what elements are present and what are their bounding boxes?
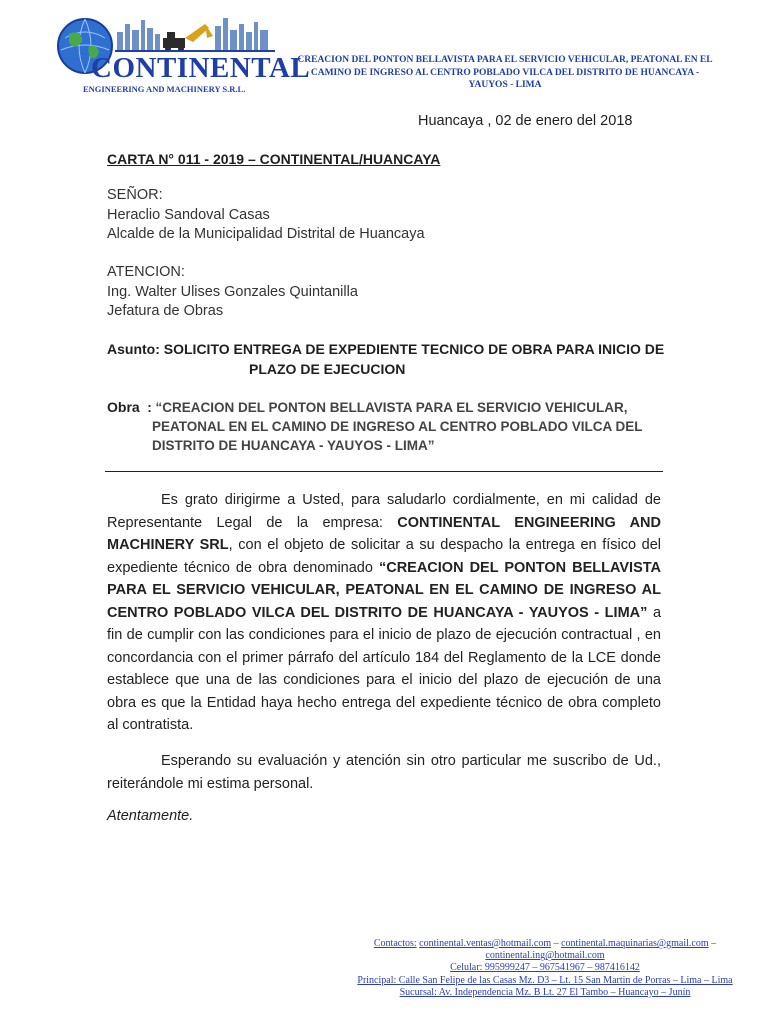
footer-main-office: Principal: Calle San Felipe de las Casas Mz. D3 – Lt. 15 San Martin de Porras – Lima – Lima [357, 974, 733, 986]
attention-block [107, 263, 358, 322]
recipient-name: Heraclio Sandoval Casas [107, 206, 270, 223]
recipient-position: Alcalde de la Municipalidad Distrital de Huancaya [107, 226, 425, 242]
footer-dash: – [708, 938, 717, 949]
email-maquinarias-link[interactable]: continental.maquinarias@gmail.com [561, 938, 709, 949]
email-ventas-link[interactable]: continental.ventas@hotmail.com [419, 938, 552, 949]
letter-date: Huancaya , 02 de enero del 2018 [418, 113, 633, 129]
company-logo [55, 16, 311, 94]
header-project-title: CREACION DEL PONTON BELLAVISTA PARA EL SERVICIO VEHICULAR, PEATONAL EN EL CAMINO DE INGRESO AL CENTRO POBLADO VILCA DEL DISTRITO DE HUANCAYA - YAUYOS - LIMA [297, 55, 713, 90]
recipient-salutation: SEÑOR: [107, 187, 163, 203]
attention-label: ATENCION: [107, 264, 185, 280]
subject-line-2: PLAZO DE EJECUCION [249, 360, 406, 377]
logo-wordmark: CONTINENTAL [91, 52, 311, 84]
subject-block [107, 340, 667, 379]
footer-dash: – [551, 938, 562, 949]
attention-position: Jefatura de Obras [107, 303, 224, 319]
body1-company: CONTINENTAL ENGINEERING AND MACHINERY SRL [107, 514, 661, 553]
attention-name: Ing. Walter Ulises Gonzales Quintanilla [107, 283, 358, 300]
logo-subtitle: ENGINEERING AND MACHINERY S.R.L. [83, 84, 246, 94]
recipient-block [107, 186, 425, 245]
subject-label: Asunto: [107, 341, 160, 357]
body-paragraph-1 [107, 489, 661, 737]
footer-contacts [345, 938, 745, 999]
work-line-2: PEATONAL EN EL CAMINO DE INGRESO AL CENTRO POBLADO VILCA DEL [152, 419, 643, 434]
body1-text-a: Es grato dirigirme a Usted, para saludarlo cordialmente, en mi calidad de Representante Legal de la empresa: [107, 492, 661, 531]
closing: Atentamente. [107, 808, 194, 824]
divider-line [105, 471, 663, 472]
body2-text: Esperando su evaluación y atención sin otro particular me suscribo de Ud., reiterándole mi estima personal. [107, 753, 661, 792]
body1-text-c: a fin de cumplir con las condiciones para el inicio de plazo de ejecución contractual , en concordancia con el primer párrafo del artículo 184 del Reglamento de la LCE donde establece que una de las condiciones para el inicio del plazo de ejecución de una obra es que la Entidad haya hecho entrega del expediente técnico de obra completo al contratista. [107, 604, 662, 733]
footer-branch-office: Sucursal: Av. Independencia Mz. B Lt. 27 El Tambo – Huancayo – Junín [399, 986, 691, 998]
work-line-1: “CREACION DEL PONTON BELLAVISTA PARA EL SERVICIO VEHICULAR, [155, 400, 628, 415]
body1-text-b: , con el objeto de solicitar a su despacho la entrega en físico del expediente técnico de obra denominado [107, 537, 661, 576]
body-paragraph-2 [107, 750, 661, 795]
work-label: Obra [107, 399, 140, 415]
work-separator: : [147, 400, 152, 415]
work-line-3: DISTRITO DE HUANCAYA - YAUYOS - LIMA” [152, 438, 435, 453]
body1-project: “CREACION DEL PONTON BELLAVISTA PARA EL SERVICIO VEHICULAR, PEATONAL EN EL CAMINO DE INGRESO AL CENTRO POBLADO VILCA DEL DISTRITO DE HUANCAYA - YAUYOS - LIMA” [107, 559, 661, 621]
work-block [107, 398, 643, 455]
subject-line-1: SOLICITO ENTREGA DE EXPEDIENTE TECNICO DE OBRA PARA INICIO DE [163, 341, 665, 357]
email-ing-link[interactable]: continental.ing@hotmail.com [485, 950, 605, 962]
letter-reference: CARTA N° 011 - 2019 – CONTINENTAL/HUANCAYA [107, 151, 441, 167]
contacts-label: Contactos: [373, 938, 417, 949]
footer-phones: Celular: 995999247 – 967541967 – 987416142 [450, 962, 640, 974]
